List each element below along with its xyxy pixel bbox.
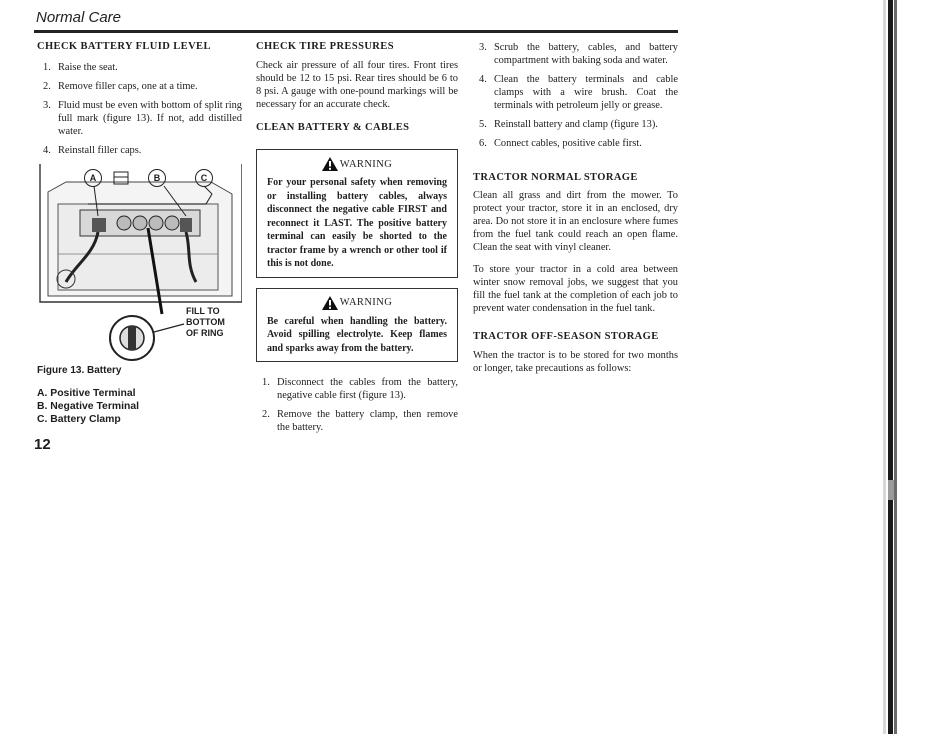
battery-fluid-steps (37, 61, 242, 157)
heading-clean-battery: CLEAN BATTERY & CABLES (256, 122, 410, 133)
section-title: Normal Care (36, 9, 122, 26)
legend-item: A. Positive Terminal (37, 388, 136, 399)
column-right (473, 41, 678, 375)
fill-level-label: FILL TO BOTTOM OF RING (186, 306, 225, 338)
binding-edge (876, 0, 906, 734)
tire-pressures-text: Check air pressure of all four tires. Front tires should be 12 to 15 psi. Rear tires should be 6 to 8 psi. A gauge with one-pound markings will be necessary for an accurate check. (256, 60, 458, 110)
callout-c: C (195, 169, 213, 187)
list-item: 5. Reinstall battery and clamp (figure 13). (479, 119, 658, 130)
list-item: 2. Remove the battery clamp, then remove the battery. (262, 409, 458, 433)
legend-item: B. Negative Terminal (37, 401, 140, 412)
list-item: 1. Raise the seat. (43, 62, 118, 73)
list-item: 4. Reinstall filler caps. (43, 145, 142, 156)
clean-battery-steps-part1 (256, 376, 458, 434)
list-item: 6. Connect cables, positive cable first. (479, 138, 642, 149)
callout-a: A (84, 169, 102, 187)
column-left (37, 41, 242, 163)
column-middle (256, 41, 458, 440)
normal-storage-paragraph: To store your tractor in a cold area between winter snow removal jobs, we suggest that you fill the fuel tank at the completion of each job to prevent water condensation in the fuel tank. (473, 264, 678, 314)
list-item: 3. Fluid must be even with bottom of split ring full mark (figure 13). If not, add distilled water. (43, 100, 242, 137)
normal-storage-paragraph: Clean all grass and dirt from the mower. To protect your tractor, store it in an enclosed, dry area. Do not store it in an enclosure where fumes from the fuel tank could reach an open flame. Clean the seat with vinyl cleaner. (473, 190, 678, 253)
list-item: 1. Disconnect the cables from the battery, negative cable first (figure 13). (262, 377, 458, 401)
warning-title: WARNING (339, 158, 393, 170)
warning-title: WARNING (339, 297, 393, 308)
header-rule (34, 30, 678, 33)
binding-edge-graphic (876, 0, 906, 734)
legend-item: C. Battery Clamp (37, 414, 121, 425)
list-item: 2. Remove filler caps, one at a time. (43, 81, 198, 92)
offseason-storage-text: When the tractor is to be stored for two months or longer, take precautions as follows: (473, 350, 678, 374)
heading-offseason-storage: TRACTOR OFF-SEASON STORAGE (473, 331, 659, 342)
list-item: 3. Scrub the battery, cables, and battery compartment with baking soda and water. (479, 42, 678, 66)
figure-legend (37, 387, 139, 426)
figure-caption: Figure 13. Battery (37, 365, 122, 376)
warning-text: Be careful when handling the battery. Avoid spilling electrolyte. Keep flames and sparks away from the battery. (267, 315, 447, 354)
heading-normal-storage: TRACTOR NORMAL STORAGE (473, 172, 638, 183)
warning-text: For your personal safety when removing or installing battery cables, always disconnect the negative cable FIRST and reconnect it LAST. The positive battery terminal can easily be shorted to the tractor frame by a wrench or other tool if this is not done. (267, 177, 447, 269)
warning-triangle-icon (322, 296, 338, 310)
page-number: 12 (34, 436, 51, 453)
battery-figure (36, 164, 242, 361)
clean-battery-steps-part2 (473, 41, 678, 150)
heading-tire-pressures: CHECK TIRE PRESSURES (256, 41, 394, 52)
warning-triangle-icon (322, 157, 338, 171)
list-item: 4. Clean the battery terminals and cable clamps with a wire brush. Coat the terminals with petroleum jelly or grease. (479, 74, 678, 111)
warning-box (256, 149, 458, 278)
warning-box (256, 288, 458, 363)
callout-b: B (148, 169, 166, 187)
heading-battery-fluid: CHECK BATTERY FLUID LEVEL (37, 41, 211, 52)
